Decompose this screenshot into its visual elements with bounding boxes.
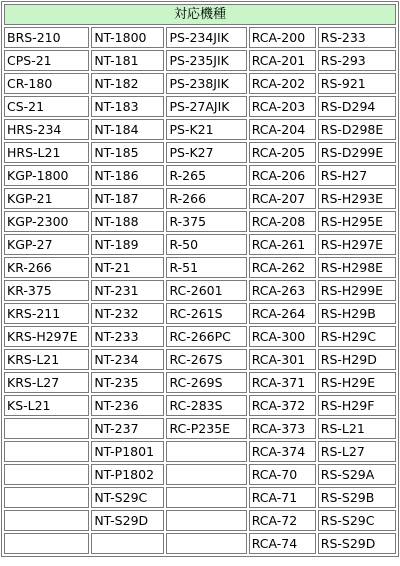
model-cell: PS-234JIK <box>166 27 246 48</box>
model-cell: RC-266PC <box>166 326 246 347</box>
table-row <box>4 487 396 508</box>
model-cell <box>166 533 246 554</box>
model-cell: RS-H295E <box>318 211 396 232</box>
model-cell: NT-184 <box>91 119 164 140</box>
model-cell: RCA-203 <box>249 96 316 117</box>
table-row <box>4 533 396 554</box>
table-row <box>4 418 396 439</box>
model-cell: KRS-L21 <box>4 349 89 370</box>
model-cell: NT-189 <box>91 234 164 255</box>
model-cell: KS-L21 <box>4 395 89 416</box>
model-cell: RCA-262 <box>249 257 316 278</box>
model-cell: RCA-261 <box>249 234 316 255</box>
model-cell: RS-H293E <box>318 188 396 209</box>
model-cell: RS-L27 <box>318 441 396 462</box>
model-cell: PS-K21 <box>166 119 246 140</box>
model-cell: RS-H29C <box>318 326 396 347</box>
table-row <box>4 349 396 370</box>
model-cell: NT-181 <box>91 50 164 71</box>
model-cell: RS-233 <box>318 27 396 48</box>
model-cell: RS-H27 <box>318 165 396 186</box>
model-cell: HRS-L21 <box>4 142 89 163</box>
model-cell: R-375 <box>166 211 246 232</box>
model-cell: KRS-L27 <box>4 372 89 393</box>
model-cell: CR-180 <box>4 73 89 94</box>
compatible-models-table <box>1 1 399 557</box>
table-row <box>4 510 396 531</box>
model-cell: RS-L21 <box>318 418 396 439</box>
model-cell: RCA-301 <box>249 349 316 370</box>
model-cell: RC-267S <box>166 349 246 370</box>
model-cell: NT-236 <box>91 395 164 416</box>
model-cell: PS-235JIK <box>166 50 246 71</box>
model-cell: RS-D299E <box>318 142 396 163</box>
model-cell: NT-182 <box>91 73 164 94</box>
model-cell: RCA-205 <box>249 142 316 163</box>
table-row <box>4 165 396 186</box>
model-cell: RC-283S <box>166 395 246 416</box>
model-cell: KR-375 <box>4 280 89 301</box>
table-body <box>4 27 396 554</box>
table-row <box>4 257 396 278</box>
model-cell: RCA-300 <box>249 326 316 347</box>
model-cell: CS-21 <box>4 96 89 117</box>
model-cell: RCA-70 <box>249 464 316 485</box>
table-row <box>4 280 396 301</box>
model-cell: HRS-234 <box>4 119 89 140</box>
table-row <box>4 142 396 163</box>
model-cell: RCA-201 <box>249 50 316 71</box>
model-cell: RCA-371 <box>249 372 316 393</box>
model-cell: PS-K27 <box>166 142 246 163</box>
model-cell: KGP-2300 <box>4 211 89 232</box>
model-cell: RS-S29C <box>318 510 396 531</box>
model-cell: RCA-204 <box>249 119 316 140</box>
model-cell <box>166 487 246 508</box>
model-cell: NT-188 <box>91 211 164 232</box>
model-cell <box>4 418 89 439</box>
model-cell: RS-921 <box>318 73 396 94</box>
model-cell: RS-S29B <box>318 487 396 508</box>
model-cell: RCA-206 <box>249 165 316 186</box>
table-row <box>4 441 396 462</box>
table-row <box>4 395 396 416</box>
model-cell <box>166 464 246 485</box>
model-cell: RS-S29D <box>318 533 396 554</box>
model-cell: RS-H299E <box>318 280 396 301</box>
model-cell: KGP-27 <box>4 234 89 255</box>
model-cell: R-265 <box>166 165 246 186</box>
model-cell: NT-234 <box>91 349 164 370</box>
model-cell: RC-2601 <box>166 280 246 301</box>
compatible-models-panel <box>1 1 399 557</box>
model-cell: RCA-207 <box>249 188 316 209</box>
model-cell: RCA-200 <box>249 27 316 48</box>
model-cell: BRS-210 <box>4 27 89 48</box>
model-cell: RCA-372 <box>249 395 316 416</box>
model-cell: R-51 <box>166 257 246 278</box>
model-cell: NT-1800 <box>91 27 164 48</box>
table-header-row <box>4 4 396 25</box>
model-cell <box>166 441 246 462</box>
table-row <box>4 27 396 48</box>
model-cell: KR-266 <box>4 257 89 278</box>
model-cell: KGP-21 <box>4 188 89 209</box>
table-title: 対応機種 <box>4 4 396 25</box>
table-row <box>4 326 396 347</box>
model-cell: NT-S29D <box>91 510 164 531</box>
model-cell <box>91 533 164 554</box>
table-row <box>4 303 396 324</box>
table-row <box>4 50 396 71</box>
model-cell: PS-238JIK <box>166 73 246 94</box>
model-cell: RCA-263 <box>249 280 316 301</box>
model-cell <box>4 510 89 531</box>
model-cell: RS-293 <box>318 50 396 71</box>
model-cell: NT-185 <box>91 142 164 163</box>
model-cell: RC-P235E <box>166 418 246 439</box>
model-cell: RCA-373 <box>249 418 316 439</box>
model-cell: RS-D298E <box>318 119 396 140</box>
table-row <box>4 464 396 485</box>
model-cell: RCA-71 <box>249 487 316 508</box>
table-row <box>4 73 396 94</box>
table-row <box>4 188 396 209</box>
model-cell: R-266 <box>166 188 246 209</box>
model-cell: KRS-211 <box>4 303 89 324</box>
model-cell: CPS-21 <box>4 50 89 71</box>
model-cell: NT-235 <box>91 372 164 393</box>
model-cell: RCA-264 <box>249 303 316 324</box>
model-cell: RS-H298E <box>318 257 396 278</box>
model-cell: PS-27AJIK <box>166 96 246 117</box>
model-cell: RCA-208 <box>249 211 316 232</box>
model-cell: NT-237 <box>91 418 164 439</box>
model-cell: NT-231 <box>91 280 164 301</box>
model-cell <box>4 441 89 462</box>
table-row <box>4 234 396 255</box>
model-cell: RCA-374 <box>249 441 316 462</box>
model-cell: RS-H29E <box>318 372 396 393</box>
model-cell: RS-S29A <box>318 464 396 485</box>
model-cell: NT-P1802 <box>91 464 164 485</box>
table-row <box>4 372 396 393</box>
model-cell <box>4 533 89 554</box>
model-cell: RS-H29D <box>318 349 396 370</box>
model-cell: RCA-72 <box>249 510 316 531</box>
model-cell: RCA-202 <box>249 73 316 94</box>
model-cell: NT-S29C <box>91 487 164 508</box>
model-cell: NT-186 <box>91 165 164 186</box>
model-cell: R-50 <box>166 234 246 255</box>
model-cell <box>166 510 246 531</box>
model-cell: NT-P1801 <box>91 441 164 462</box>
model-cell: NT-183 <box>91 96 164 117</box>
model-cell: NT-232 <box>91 303 164 324</box>
model-cell: NT-21 <box>91 257 164 278</box>
model-cell: RC-269S <box>166 372 246 393</box>
model-cell: KRS-H297E <box>4 326 89 347</box>
model-cell: RS-H29F <box>318 395 396 416</box>
model-cell: RS-H297E <box>318 234 396 255</box>
model-cell: RCA-74 <box>249 533 316 554</box>
model-cell <box>4 487 89 508</box>
table-row <box>4 96 396 117</box>
model-cell: NT-187 <box>91 188 164 209</box>
model-cell: NT-233 <box>91 326 164 347</box>
model-cell: KGP-1800 <box>4 165 89 186</box>
table-row <box>4 211 396 232</box>
model-cell <box>4 464 89 485</box>
model-cell: RS-H29B <box>318 303 396 324</box>
model-cell: RC-261S <box>166 303 246 324</box>
table-row <box>4 119 396 140</box>
model-cell: RS-D294 <box>318 96 396 117</box>
